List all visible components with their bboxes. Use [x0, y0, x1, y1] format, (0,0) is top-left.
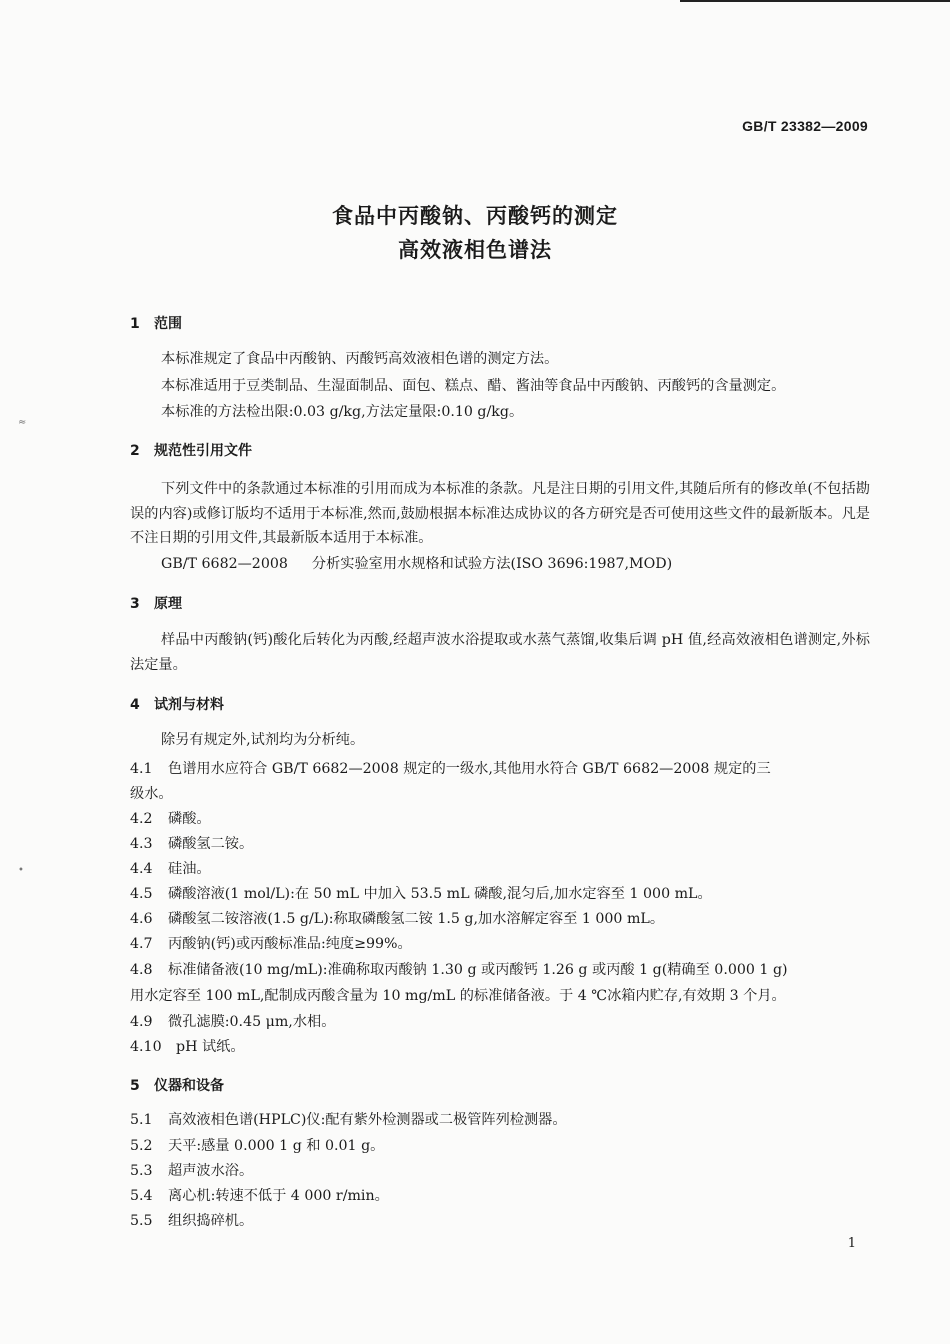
section-heading-3 — [130, 593, 182, 613]
clause-number: 4.1 — [130, 761, 153, 777]
section-heading-4 — [130, 694, 224, 714]
clause-text: 磷酸氢二铵。 — [168, 836, 254, 852]
paragraph: 样品中丙酸钠(钙)酸化后转化为丙酸,经超声波水浴提取或水蒸气蒸馏,收集后调 pH 值,经高效液相色谱测定,外标法定量。 — [130, 632, 870, 673]
section-number: 2 — [130, 443, 140, 459]
clause-item — [130, 1109, 567, 1129]
normative-reference — [161, 552, 672, 577]
clause-number: 5.4 — [130, 1188, 153, 1204]
clause-number: 5.2 — [130, 1138, 153, 1154]
clause-number: 5.1 — [130, 1112, 153, 1128]
reference-code: GB/T 6682—2008 — [161, 556, 288, 572]
section-heading-5 — [130, 1075, 224, 1095]
section-title: 仪器和设备 — [154, 1078, 224, 1094]
clause-item — [130, 833, 253, 853]
clause-text: 硅油。 — [168, 861, 211, 877]
paragraph: 本标准适用于豆类制品、生湿面制品、面包、糕点、醋、酱油等食品中丙酸钠、丙酸钙的含量测定。 — [161, 378, 786, 394]
standard-code: GB/T 23382—2009 — [742, 118, 868, 134]
clause-text: 磷酸氢二铵溶液(1.5 g/L):称取磷酸氢二铵 1.5 g,加水溶解定容至 1 000 mL。 — [168, 911, 665, 927]
clause-number: 4.3 — [130, 836, 153, 852]
section-number: 4 — [130, 697, 140, 713]
clause-item — [130, 1135, 384, 1155]
scan-mark: • — [18, 865, 24, 876]
clause-item — [130, 908, 664, 928]
clause-number: 4.10 — [130, 1039, 162, 1055]
clause-text: 天平:感量 0.000 1 g 和 0.01 g。 — [168, 1138, 385, 1154]
clause-number: 4.5 — [130, 886, 153, 902]
clause-item — [130, 1036, 245, 1056]
scan-mark: ≈ — [18, 417, 27, 428]
clause-item — [130, 883, 712, 903]
clause-text: 磷酸。 — [168, 811, 211, 827]
document-subtitle: 高效液相色谱法 — [398, 238, 552, 262]
paragraph: 下列文件中的条款通过本标准的引用而成为本标准的条款。凡是注日期的引用文件,其随后所有的修改单(不包括勘误的内容)或修订版均不适用于本标准,然而,鼓励根据本标准达成协议的各方研究是否可使用这些文件的最新版本。凡是不注日期的引用文件,其最新版本适用于本标准。 — [130, 481, 870, 546]
clause-item — [130, 808, 211, 828]
clause-item — [130, 1185, 389, 1205]
clause-continuation: 用水定容至 100 mL,配制成丙酸含量为 10 mg/mL 的标准储备液。于 4 ℃冰箱内贮存,有效期 3 个月。 — [130, 988, 786, 1004]
clause-text: 微孔滤膜:0.45 μm,水相。 — [168, 1014, 336, 1030]
clause-item — [130, 1160, 253, 1180]
clause-number: 5.3 — [130, 1163, 153, 1179]
clause-text: 组织捣碎机。 — [168, 1213, 254, 1229]
clause-text: 超声波水浴。 — [168, 1163, 254, 1179]
clause-item — [130, 933, 412, 953]
clause-number: 4.8 — [130, 962, 153, 978]
top-rule-line — [680, 0, 950, 2]
clause-text: 色谱用水应符合 GB/T 6682—2008 规定的一级水,其他用水符合 GB/T 6682—2008 规定的三 — [168, 761, 771, 777]
clause-text: 标准储备液(10 mg/mL):准确称取丙酸钠 1.30 g 或丙酸钙 1.26 g 或丙酸 1 g(精确至 0.000 1 g) — [168, 962, 788, 978]
clause-item — [130, 1210, 253, 1230]
clause-number: 4.9 — [130, 1014, 153, 1030]
clause-continuation: 级水。 — [130, 786, 173, 802]
section-heading-1 — [130, 313, 182, 333]
section-title: 试剂与材料 — [154, 697, 224, 713]
section-number: 3 — [130, 596, 140, 612]
clause-number: 4.7 — [130, 936, 153, 952]
clause-item — [130, 758, 771, 778]
section-title: 规范性引用文件 — [154, 443, 252, 459]
clause-item — [130, 959, 788, 979]
paragraph: 本标准的方法检出限:0.03 g/kg,方法定量限:0.10 g/kg。 — [161, 404, 524, 420]
clause-item — [130, 858, 211, 878]
reference-title: 分析实验室用水规格和试验方法(ISO 3696:1987,MOD) — [311, 556, 673, 572]
document-title: 食品中丙酸钠、丙酸钙的测定 — [332, 204, 618, 228]
clause-text: 磷酸溶液(1 mol/L):在 50 mL 中加入 53.5 mL 磷酸,混匀后,加水定容至 1 000 mL。 — [168, 886, 712, 902]
clause-text: 丙酸钠(钙)或丙酸标准品:纯度≥99%。 — [168, 936, 412, 952]
clause-text: 高效液相色谱(HPLC)仪:配有紫外检测器或二极管阵列检测器。 — [168, 1112, 567, 1128]
section-title: 范围 — [154, 316, 182, 332]
clause-text: pH 试纸。 — [176, 1039, 245, 1055]
clause-number: 4.4 — [130, 861, 153, 877]
section-number: 5 — [130, 1078, 140, 1094]
clause-item — [130, 1011, 335, 1031]
paragraph: 本标准规定了食品中丙酸钠、丙酸钙高效液相色谱的测定方法。 — [161, 351, 559, 367]
clause-number: 4.2 — [130, 811, 153, 827]
page-number: 1 — [847, 1236, 856, 1251]
section-heading-2 — [130, 440, 252, 460]
paragraph: 除另有规定外,试剂均为分析纯。 — [161, 732, 365, 748]
clause-number: 4.6 — [130, 911, 153, 927]
section-number: 1 — [130, 316, 140, 332]
clause-text: 离心机:转速不低于 4 000 r/min。 — [168, 1188, 389, 1204]
clause-number: 5.5 — [130, 1213, 153, 1229]
section-title: 原理 — [154, 596, 182, 612]
